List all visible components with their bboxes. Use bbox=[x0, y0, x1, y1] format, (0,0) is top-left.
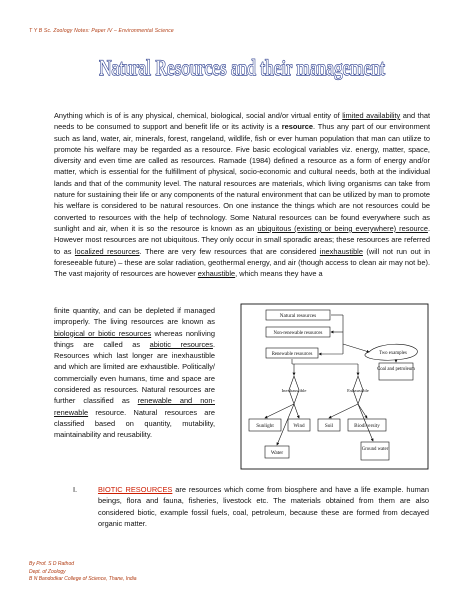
resource-classification-diagram bbox=[241, 304, 428, 469]
footer bbox=[29, 561, 137, 584]
node-wind: Wind bbox=[293, 423, 305, 429]
footer-dept: Dept. of Zoology bbox=[29, 568, 66, 575]
list-number: I. bbox=[73, 485, 78, 494]
node-two-examples: Two examples bbox=[379, 351, 407, 356]
node-exhaustible: Exhaustible bbox=[347, 388, 369, 393]
intro-paragraph: Anything which is of is any physical, chemical, biological, social and/or virtual entity of limited availability and that needs to be consumed to support and benefit life or its activity is a resource. Thus any part of our environment such as land, water, air, minerals, forest, rangeland, wildlife, fish or ever human population that man can utilize to promote his welfare may be regarded as a resource. Five basic ecological variables viz. energy, matter, space, diversity and even time are called as resources. Ramade (1984) defined a resource as a form of energy and/or matter, which is essential for the fulfillment of physical, socio-economic and cultural needs, both at the individual lands and that of the community level. The natural resources are materials, which living organisms can take from nature for sustaining their life or any components of the natural environment that can be utilized by man to promote his welfare is considered to be natural resources. On one instance the things which are not resources could be converted to resources with the help of technology. Some Natural resources can be found everywhere such as sunlight and air, when it is so the resource is known as an ubiquitous (existing or being everywhere) resource. However most resources are not ubiquitous. They only occur in small sporadic areas; these resources are referred to as localized resources. There are very few resources that are considered inexhaustible (will not run out in foreseeable future) – these are solar radiation, geothermal energy, and air (though access to clean air may not be). The vast majority of resources are however exhaustible, which means they have a bbox=[54, 111, 430, 279]
page-title-text: Natural Resources and their management bbox=[99, 55, 385, 80]
footer-college: B N Bandodkar College of Science, Thane, India bbox=[29, 576, 137, 583]
node-natural-resources: Natural resources bbox=[279, 313, 317, 319]
node-nonrenewable: Non-renewable resources bbox=[273, 331, 323, 336]
header-note: T Y B Sc. Zoology Notes: Paper IV – Environmental Science bbox=[29, 28, 174, 34]
node-water: Water bbox=[270, 450, 284, 456]
node-renewable: Renewable resources bbox=[271, 352, 313, 357]
page-title bbox=[92, 50, 392, 84]
node-coal: Coal and petroleum bbox=[377, 367, 415, 372]
node-sunlight: Sunlight bbox=[256, 423, 274, 429]
node-inexhaustible: Inexhaustible bbox=[281, 388, 307, 393]
footer-author: By Prof. S D Rathod bbox=[29, 561, 75, 567]
node-soil: Soil bbox=[324, 423, 334, 429]
classification-paragraph: finite quantity, and can be depleted if managed improperly. The living resources are known as biological or biotic resources whereas nonliving things are called as abiotic resources. Resources which last longer are inexhaustible and which are limited are exhaustible. Politically/ commercially even humans, time and space are considered as resources. Natural resources are further classified as renewable and non-renewable resource. Natural resources are classified based on quantity, mutability, maintainability and reusability. bbox=[54, 306, 216, 440]
list-text: BIOTIC RESOURCES are resources which come from biosphere and have a life example. human beings, flora and fauna, fisheries, livestock etc. The materials obtained from them are also considered biotic, example fossil fuels, coal, petroleum, because these are formed from decayed organic matter. bbox=[98, 485, 429, 528]
node-biodiversity: Biodiversity bbox=[354, 423, 380, 429]
node-ground-water: Ground water bbox=[361, 447, 389, 452]
